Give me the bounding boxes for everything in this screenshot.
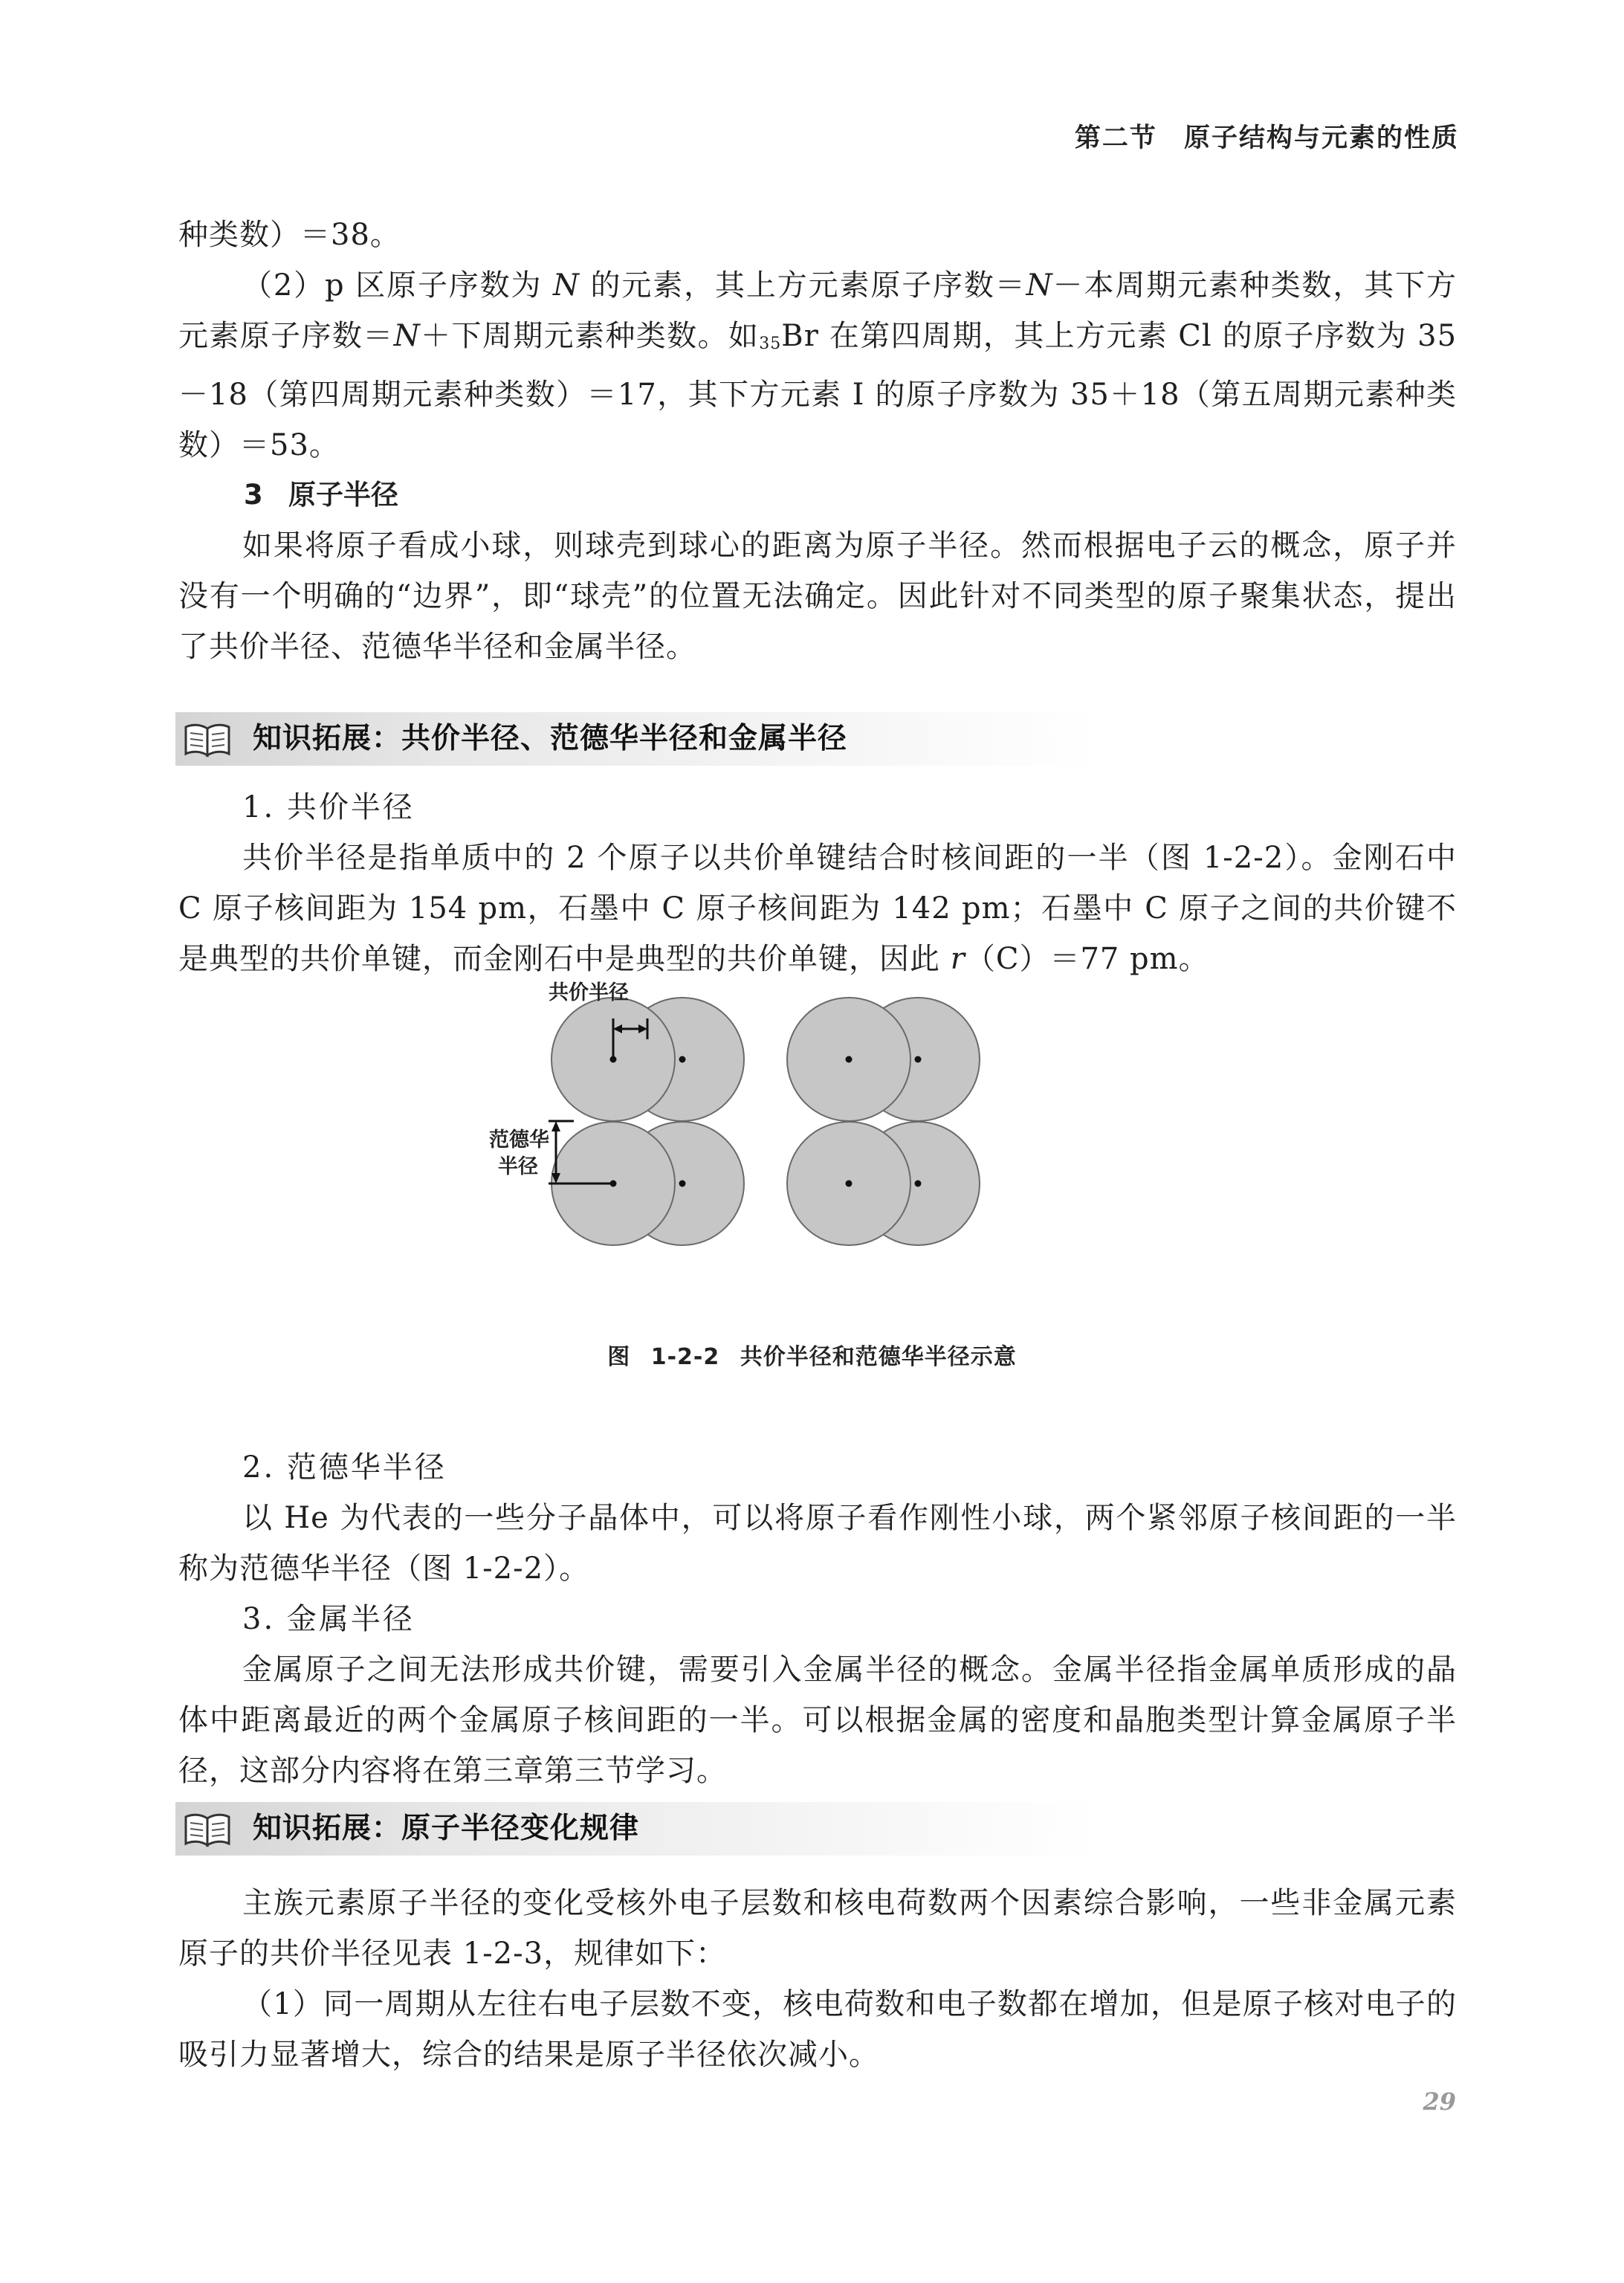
trend-paragraph-1: 主族元素原子半径的变化受核外电子层数和核电荷数两个因素综合影响，一些非金属元素原子的共价半径见表 1-2-3，规律如下： <box>178 1886 1457 1971</box>
nucleus-dot <box>915 1181 922 1187</box>
intro-text <box>178 210 1457 471</box>
radius-trend-section <box>178 1878 1457 2080</box>
subheading-covalent: 1. 共价半径 <box>242 790 415 824</box>
text-run: 的元素，其上方元素原子序数＝ <box>579 268 1026 303</box>
trend-paragraph-2: （1）同一周期从左往右电子层数不变，核电荷数和电子数都在增加，但是原子核对电子的吸引力显著增大，综合的结果是原子半径依次减小。 <box>178 1987 1457 2072</box>
nucleus-dot <box>846 1056 853 1063</box>
vdw-paragraph: 以 He 为代表的一些分子晶体中，可以将原子看作刚性小球，两个紧邻原子核间距的一半称为范德华半径（图 1-2-2）。 <box>178 1501 1457 1586</box>
subheading-vdw: 2. 范德华半径 <box>242 1450 447 1485</box>
variable-n: N <box>552 268 580 303</box>
text-run: ＋下周期元素种类数。如 <box>420 319 760 353</box>
running-header: 第二节 原子结构与元素的性质 <box>1074 123 1459 153</box>
section-title: 原子半径 <box>288 479 398 511</box>
label-covalent-radius: 共价半径 <box>549 981 629 1004</box>
text-run: Br 在第四周期，其上方元素 Cl 的原子序数为 35－18（第四周期元素种类数）＝17，其下方元素 I 的原子序数为 35＋18（第五周期元素种类数）＝53。 <box>178 319 1458 462</box>
text-run: （2）p 区原子序数为 <box>242 268 553 303</box>
knowledge-box-title: 知识拓展：原子半径变化规律 <box>253 1812 640 1845</box>
vdw-metal-section <box>178 1442 1457 1796</box>
text-run: －本周期元素种类数，其下方元素原子序数＝ <box>178 268 1458 353</box>
nucleus-dot <box>679 1056 686 1063</box>
figure-radius-diagram <box>489 981 1115 1375</box>
figure-caption: 图 1-2-2 共价半径和范德华半径示意 <box>607 1344 1017 1370</box>
metal-paragraph: 金属原子之间无法形成共价键，需要引入金属半径的概念。金属半径指金属单质形成的晶体中距离最近的两个金属原子核间距的一半。可以根据金属的密度和晶胞类型计算金属原子半径，这部分内容将在第三章第三节学习。 <box>178 1653 1457 1788</box>
knowledge-box-2 <box>175 1802 1457 1856</box>
nucleus-dot <box>679 1181 686 1187</box>
intro-paragraph-2 <box>178 260 1457 471</box>
open-book-icon <box>183 721 232 758</box>
section-3 <box>178 470 1457 672</box>
label-vdw-radius-line1: 范德华 <box>489 1128 549 1152</box>
nucleus-dot <box>915 1056 922 1063</box>
open-book-icon <box>183 1811 232 1848</box>
section-paragraph: 如果将原子看成小球，则球壳到球心的距离为原子半径。然而根据电子云的概念，原子并没有一个明确的“边界”，即“球壳”的位置无法确定。因此针对不同类型的原子聚集状态，提出了共价半径、范德华半径和金属半径。 <box>178 529 1457 664</box>
section-heading <box>178 470 1457 520</box>
variable-n: N <box>1026 268 1053 303</box>
knowledge-box-title: 知识拓展：共价半径、范德华半径和金属半径 <box>253 722 848 755</box>
label-vdw-radius-line2: 半径 <box>498 1155 538 1178</box>
covalent-paragraph <box>178 833 1457 984</box>
sphere-group <box>551 998 980 1245</box>
atomic-number-subscript: 35 <box>759 335 782 353</box>
covalent-radius-section <box>178 782 1457 984</box>
variable-r: r <box>950 942 965 976</box>
text-run: 共价半径是指单质中的 2 个原子以共价单键结合时核间距的一半（图 1-2-2）。金刚石中 C 原子核间距为 154 pm，石墨中 C 原子核间距为 142 pm；石墨中 C 原子之间的共价键不是典型的共价单键，而金刚石中是典型的共价单键，因此 <box>178 841 1457 976</box>
subheading-metal: 3. 金属半径 <box>242 1602 415 1636</box>
variable-n: N <box>393 319 421 353</box>
page-number: 29 <box>1423 2087 1456 2116</box>
knowledge-box-1 <box>175 712 1457 766</box>
intro-line: 种类数）＝38。 <box>178 218 401 252</box>
text-run: （C）＝77 pm。 <box>965 942 1209 976</box>
section-number: 3 <box>244 479 263 511</box>
nucleus-dot <box>846 1181 853 1187</box>
